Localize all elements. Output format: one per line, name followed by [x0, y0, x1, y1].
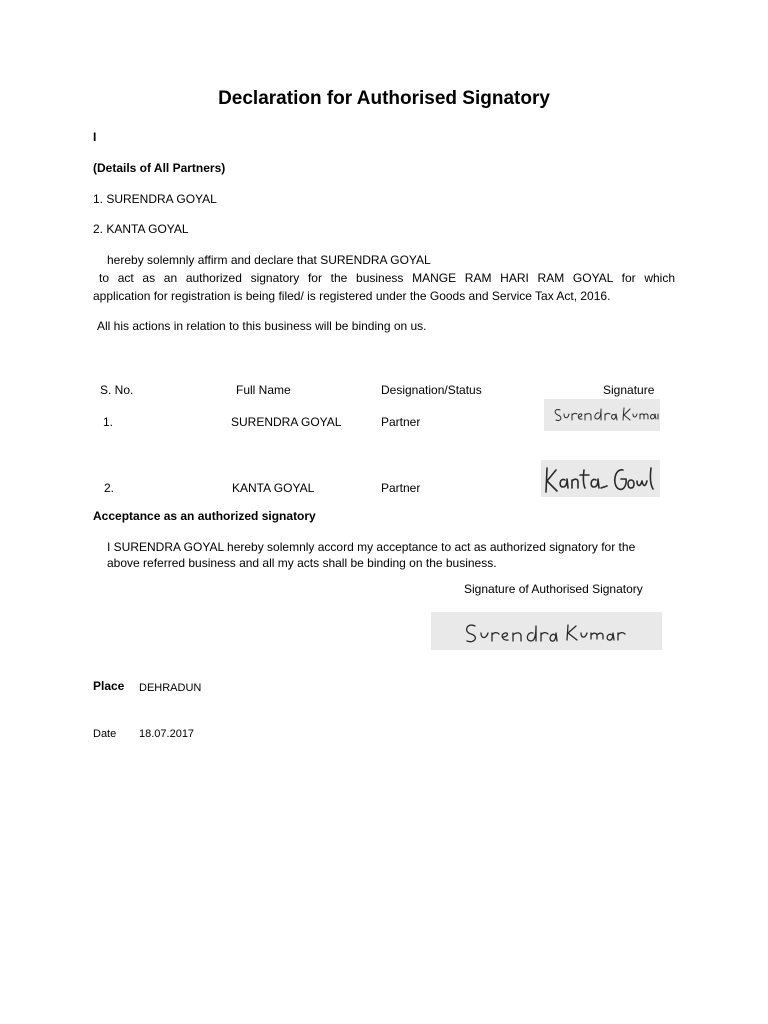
- row-1-designation: Partner: [381, 415, 421, 429]
- row-1-signature-drawing: [544, 399, 660, 431]
- header-signature: Signature: [603, 383, 655, 397]
- auth-signature-label: Signature of Authorised Signatory: [464, 582, 643, 596]
- body-line-2: application for registration is being filed/ is registered under the Goods and Service Tax Act, 2016.: [93, 289, 611, 303]
- row-2-signature-drawing: [541, 460, 660, 497]
- row-2-name: KANTA GOYAL: [232, 481, 315, 495]
- row-2-signature-image: [541, 460, 660, 497]
- auth-signature-drawing: [431, 612, 662, 650]
- row-2-sno: 2.: [104, 481, 115, 495]
- header-designation: Designation/Status: [381, 383, 482, 397]
- row-2-designation: Partner: [381, 481, 421, 495]
- partner-list-item-1: 1. SURENDRA GOYAL: [93, 192, 217, 206]
- row-1-signature-image: [544, 399, 660, 431]
- binding-line: All his actions in relation to this business will be binding on us.: [97, 319, 427, 333]
- acceptance-heading: Acceptance as an authorized signatory: [93, 509, 316, 523]
- declarant-pronoun: I: [93, 130, 97, 144]
- place-label: Place: [93, 679, 125, 693]
- row-1-name: SURENDRA GOYAL: [231, 415, 342, 429]
- auth-signature-image: [431, 612, 662, 650]
- acceptance-line-1: I SURENDRA GOYAL hereby solemnly accord my acceptance to act as authorized signatory for the: [107, 540, 636, 554]
- body-line-1: to act as an authorized signatory for the business MANGE RAM HARI RAM GOYAL for which: [99, 271, 675, 285]
- row-1-sno: 1.: [103, 415, 114, 429]
- date-label: Date: [93, 728, 117, 740]
- partner-list-item-2: 2. KANTA GOYAL: [93, 222, 189, 236]
- affirm-line: hereby solemnly affirm and declare that SURENDRA GOYAL: [107, 253, 431, 267]
- date-value: 18.07.2017: [139, 728, 195, 740]
- place-value: DEHRADUN: [139, 682, 202, 694]
- header-sno: S. No.: [100, 383, 134, 397]
- acceptance-line-2: above referred business and all my acts shall be binding on the business.: [107, 556, 497, 570]
- document-title: Declaration for Authorised Signatory: [218, 88, 550, 109]
- header-full-name: Full Name: [236, 383, 291, 397]
- partners-heading: (Details of All Partners): [93, 161, 226, 175]
